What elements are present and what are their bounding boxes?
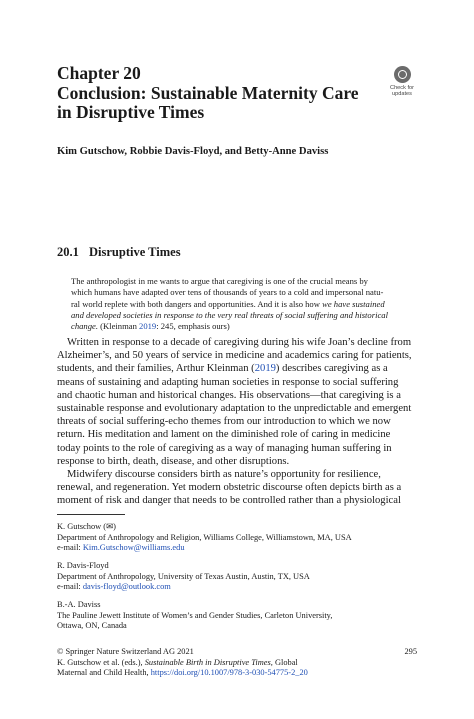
epigraph-line: and developed societies in response to the very real threats of social suffering and historical bbox=[71, 309, 388, 320]
paragraph-line: today points to the role of caregiving as a way of managing human suffering in bbox=[57, 442, 392, 454]
author-affiliation-2: R. Davis-Floyd Department of Anthropology, University of Texas Austin, Austin, TX, USA e-mail: davis-floyd@outlook.com bbox=[57, 561, 437, 593]
body-text bbox=[57, 336, 417, 508]
paragraph-line: sustainable response and evolutionary adaptation to the unpredictable and emergent bbox=[57, 403, 412, 415]
citation-link[interactable]: 2019 bbox=[254, 363, 276, 375]
author-affiliation: Department of Anthropology and Religion, Williams College, Williamstown, MA, USA bbox=[57, 532, 352, 542]
check-for-updates-icon bbox=[394, 66, 411, 83]
paragraph-line: return. His meditation and lament on the diminished role of caring in medicine bbox=[57, 429, 391, 441]
paragraph-line: moment of risk and danger that needs to be controlled rather than a physiological bbox=[57, 495, 401, 507]
page-footer bbox=[57, 647, 417, 679]
author-name: B.-A. Daviss bbox=[57, 600, 101, 609]
doi-link[interactable]: https://doi.org/10.1007/978-3-030-54775-2_20 bbox=[150, 668, 308, 678]
citation-line: K. Gutschow et al. (eds.), Sustainable Birth in Disruptive Times, Global bbox=[57, 657, 298, 667]
paragraph-line: Written in response to a decade of caregiving during his wife Joan’s decline from bbox=[67, 337, 412, 348]
check-for-updates-badge[interactable] bbox=[385, 66, 419, 104]
epigraph-line: change. (Kleinman 2019: 245, emphasis ours) bbox=[71, 321, 230, 332]
chapter-title-line-2: in Disruptive Times bbox=[57, 102, 205, 122]
paragraph-line: Midwifery discourse considers birth as nature’s opportunity for resilience, bbox=[67, 469, 381, 481]
page-number: 295 bbox=[404, 647, 417, 656]
epigraph-line: ral world replete with both dangers and opportunities. And it is also how we have sustained bbox=[71, 298, 385, 309]
section-number: 20.1 bbox=[57, 245, 79, 259]
paragraph-line: Alzheimer’s, and 50 years of service in medicine and academics caring for patients, bbox=[57, 350, 412, 362]
epigraph-line: The anthropologist in me wants to argue that caregiving is one of the crucial means by bbox=[71, 276, 368, 286]
citation-link[interactable]: 2019 bbox=[139, 321, 157, 332]
author-affiliation-1: K. Gutschow (✉) Department of Anthropology and Religion, Williams College, Williamstown, MA, USA e-mail: Kim.Gutschow@williams.edu bbox=[57, 522, 437, 554]
doi-line: Maternal and Child Health, https://doi.org/10.1007/978-3-030-54775-2_20 bbox=[57, 668, 308, 678]
section-title: Disruptive Times bbox=[89, 245, 181, 259]
author-name: K. Gutschow (✉) bbox=[57, 522, 116, 531]
author-affiliation: The Pauline Jewett Institute of Women’s and Gender Studies, Carleton University, bbox=[57, 610, 333, 620]
chapter-heading bbox=[57, 64, 359, 123]
badge-line-1: Check for bbox=[390, 85, 414, 91]
paragraph-line: and chaotic human and historical changes. His observations—that caregiving is a bbox=[57, 389, 401, 401]
paragraph-line: students, and their families, Arthur Kleinman (2019) describes caregiving as a bbox=[57, 363, 388, 375]
author-affiliation: Ottawa, ON, Canada bbox=[57, 621, 127, 631]
author-affiliation-3 bbox=[57, 600, 437, 632]
author-list: Kim Gutschow, Robbie Davis-Floyd, and Betty-Anne Daviss bbox=[57, 146, 329, 157]
paragraph-line: threats of social suffering-echo themes from our introduction to which we now bbox=[57, 416, 391, 428]
paragraph-line: renewal, and regeneration. Yet modern obstetric discourse often depicts birth as a bbox=[57, 482, 402, 494]
paragraph-line: means of sustaining and adapting human societies in response to social suffering bbox=[57, 376, 399, 388]
epigraph-line: which humans have adapted over tens of thousands of years to a cold and impersonal natu- bbox=[71, 287, 384, 298]
footnote-rule bbox=[57, 514, 125, 515]
copyright-line: © Springer Nature Switzerland AG 2021 bbox=[57, 647, 194, 656]
chapter-label: Chapter 20 bbox=[57, 63, 141, 83]
badge-line-2: updates bbox=[392, 91, 412, 97]
author-affiliation: Department of Anthropology, University of Texas Austin, Austin, TX, USA bbox=[57, 571, 310, 581]
email-link[interactable]: Kim.Gutschow@williams.edu bbox=[82, 543, 185, 553]
email-link[interactable]: davis-floyd@outlook.com bbox=[82, 582, 171, 592]
section-heading bbox=[57, 245, 181, 260]
paragraph-line: response to birth, death, disease, and other disruptions. bbox=[57, 455, 290, 467]
author-name: R. Davis-Floyd bbox=[57, 561, 109, 570]
chapter-title-line-1: Conclusion: Sustainable Maternity Care bbox=[57, 82, 359, 103]
epigraph bbox=[71, 276, 417, 332]
